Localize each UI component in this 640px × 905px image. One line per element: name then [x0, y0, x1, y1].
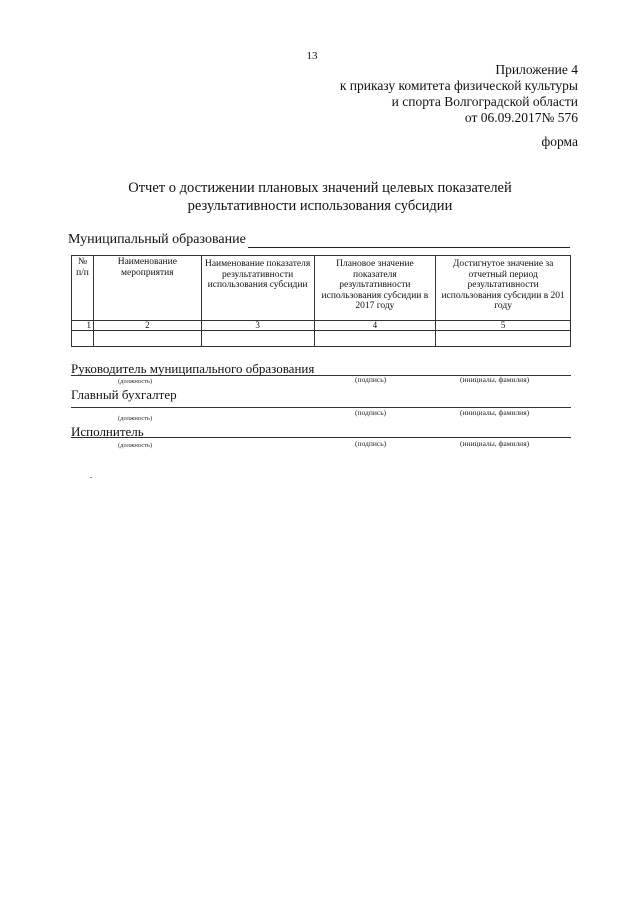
report-table [71, 255, 571, 347]
signature-caption: (подпись) [355, 375, 387, 384]
signature-caption: (подпись) [355, 408, 387, 417]
position-line [71, 407, 239, 408]
appendix-line: Приложение 4 [495, 62, 578, 77]
municipality-label: Муниципальный образование [68, 232, 246, 247]
table-row [72, 331, 571, 347]
head-signature-label: Руководитель муниципального образования [71, 361, 315, 376]
name-caption: (инициалы, фамилия) [460, 439, 530, 448]
document-title [0, 179, 640, 215]
accountant-signature-label: Главный бухгалтер [71, 387, 177, 402]
empty-cell [436, 331, 571, 347]
signature-caption: (подпись) [355, 439, 387, 448]
executor-signature-label: Исполнитель [71, 424, 144, 439]
table-row [72, 321, 571, 331]
number-cell: 2 [93, 321, 201, 331]
appendix-line: и спорта Волгоградской области [391, 94, 578, 109]
header-cell-event: Наименование мероприятия [93, 256, 201, 321]
number-cell: 4 [314, 321, 436, 331]
municipality-fill-line [248, 234, 570, 248]
appendix-block [340, 62, 578, 126]
title-line: результативности использования субсидии [187, 198, 453, 214]
header-cell-indicator: Наименование показателя результативности использования субсидии [201, 256, 314, 321]
page-number: 13 [306, 50, 318, 62]
header-cell-planned: Плановое значение показателя результативности использования субсидии в 2017 году [314, 256, 436, 321]
header-cell-number: № п/п [72, 256, 94, 321]
form-label: форма [541, 134, 578, 149]
empty-cell [201, 331, 314, 347]
position-caption: (должность) [118, 415, 153, 422]
number-cell: 3 [201, 321, 314, 331]
empty-cell [93, 331, 201, 347]
appendix-date-line: от 06.09.2017№ 576 [464, 110, 578, 125]
name-caption: (инициалы, фамилия) [460, 408, 530, 417]
appendix-line: к приказу комитета физической культуры [339, 78, 578, 93]
position-caption: (должность) [118, 442, 153, 449]
position-caption: (должность) [118, 378, 153, 385]
header-cell-achieved: Достигнутое значение за отчетный период результативности использования субсидии в 201 году [436, 256, 571, 321]
municipality-field [68, 232, 570, 248]
table-header-row [72, 256, 571, 321]
scan-speck [90, 477, 92, 478]
title-line: Отчет о достижении плановых значений целевых показателей [128, 180, 512, 196]
empty-cell [314, 331, 436, 347]
number-cell: 1 [72, 321, 94, 331]
name-caption: (инициалы, фамилия) [460, 375, 530, 384]
number-cell: 5 [436, 321, 571, 331]
empty-cell [72, 331, 94, 347]
signature-line [71, 437, 571, 438]
